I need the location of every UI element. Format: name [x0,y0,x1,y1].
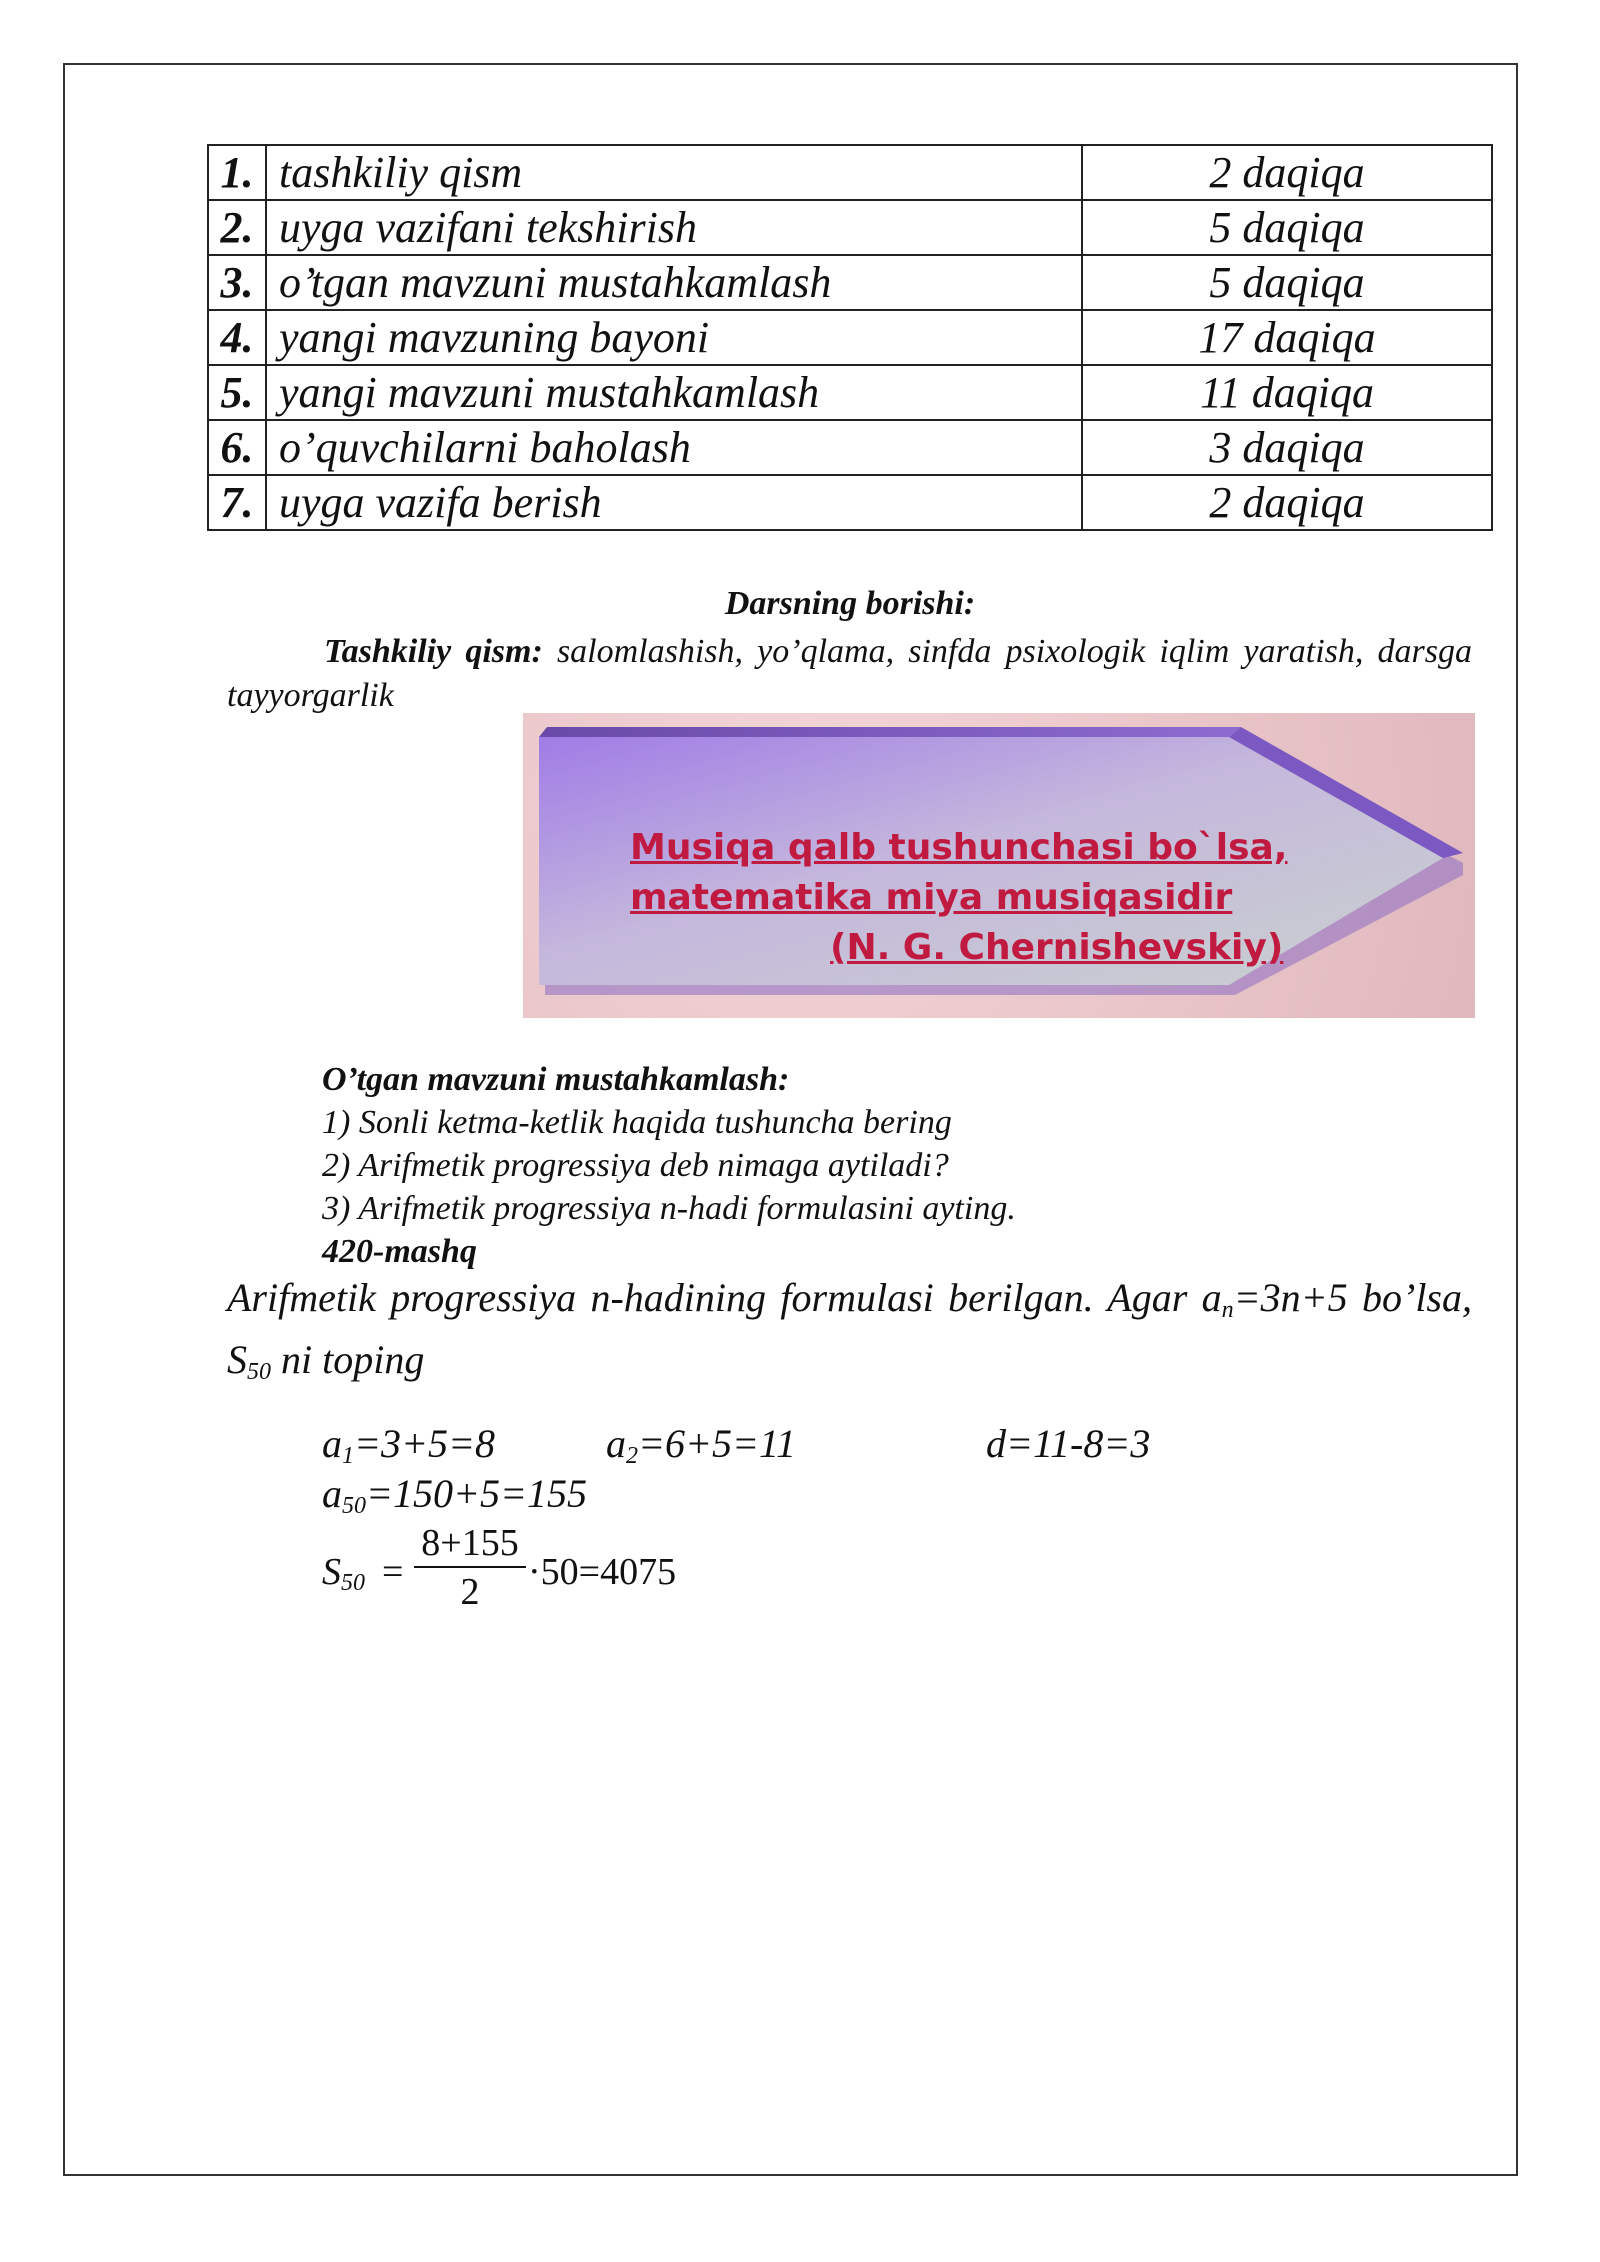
table-row [208,255,1492,310]
cell-time: 11 daqiqa [1082,365,1492,420]
cell-num: 1. [208,145,266,200]
sum-symbol: $S_{50}$ [322,1551,365,1596]
cell-topic: yangi mavzuni mustahkamlash [266,365,1082,420]
lesson-plan-table [207,144,1493,531]
problem-sub-n: n [1221,1297,1234,1323]
cell-topic: uyga vazifa berish [266,475,1082,530]
cell-num: 2. [208,200,266,255]
quote-line-1: Musiqa qalb tushunchasi bo`lsa, [630,827,1288,868]
table-row [208,200,1492,255]
cell-num: 5. [208,365,266,420]
cell-topic: o’quvchilarni baholash [266,420,1082,475]
fraction [414,1520,526,1616]
cell-time: 3 daqiqa [1082,420,1492,475]
calc-a2: $a_2=6+5=11$ [606,1421,797,1469]
equals-sign: = [382,1551,404,1593]
section-heading: Darsning borishi: [724,585,976,622]
organization-label: Tashkiliy qism: [324,633,543,670]
calc-a1: $a_1=3+5=8$ [322,1421,495,1469]
fraction-numerator: 8+155 [414,1520,526,1568]
cell-topic: uyga vazifani tekshirish [266,200,1082,255]
quote-line-2: matematika miya musiqasidir [630,877,1233,918]
problem-sub-50: 50 [247,1359,271,1385]
cell-time: 17 daqiqa [1082,310,1492,365]
quote-author: (N. G. Chernishevskiy) [830,927,1284,968]
organization-paragraph [227,630,1472,718]
problem-text-2: =3n+5 bo’lsa, S [227,1275,1472,1382]
organization-text: salomlashish, yo’qlama, sinfda psixologik iqlim yaratish, darsga tayyorgarlik [227,633,1472,714]
cell-topic: yangi mavzuning bayoni [266,310,1082,365]
cell-num: 7. [208,475,266,530]
problem-statement [227,1273,1472,1397]
table-row [208,475,1492,530]
review-question-3: 3) Arifmetik progressiya n-hadi formulasini ayting. [322,1190,1016,1227]
cell-time: 5 daqiqa [1082,255,1492,310]
problem-text-1: Arifmetik progressiya n-hadining formulasi berilgan. Agar a [227,1275,1222,1320]
cell-time: 2 daqiqa [1082,145,1492,200]
cell-topic: tashkiliy qism [266,145,1082,200]
cell-num: 4. [208,310,266,365]
cell-time: 5 daqiqa [1082,200,1492,255]
table-row [208,145,1492,200]
cell-num: 6. [208,420,266,475]
review-question-1: 1) Sonli ketma-ketlik haqida tushuncha bering [322,1104,952,1141]
review-question-2: 2) Arifmetik progressiya deb nimaga aytiladi? [322,1147,949,1184]
review-title: O’tgan mavzuni mustahkamlash: [322,1061,790,1098]
calc-a50: $a_{50}=150+5=155$ [322,1471,587,1519]
cell-num: 3. [208,255,266,310]
fraction-denominator: 2 [460,1571,480,1613]
problem-text-3: ni toping [271,1337,425,1382]
review-section [322,1058,1016,1273]
exercise-number: 420-mashq [322,1233,477,1270]
quote-text [630,823,1287,973]
table-row [208,310,1492,365]
cell-topic: o’tgan mavzuni mustahkamlash [266,255,1082,310]
table-row [208,420,1492,475]
sum-result: ·50=4075 [528,1551,677,1593]
table-row [208,365,1492,420]
cell-time: 2 daqiqa [1082,475,1492,530]
quote-banner [523,713,1475,1018]
calc-d: d=11-8=3 [986,1421,1151,1466]
